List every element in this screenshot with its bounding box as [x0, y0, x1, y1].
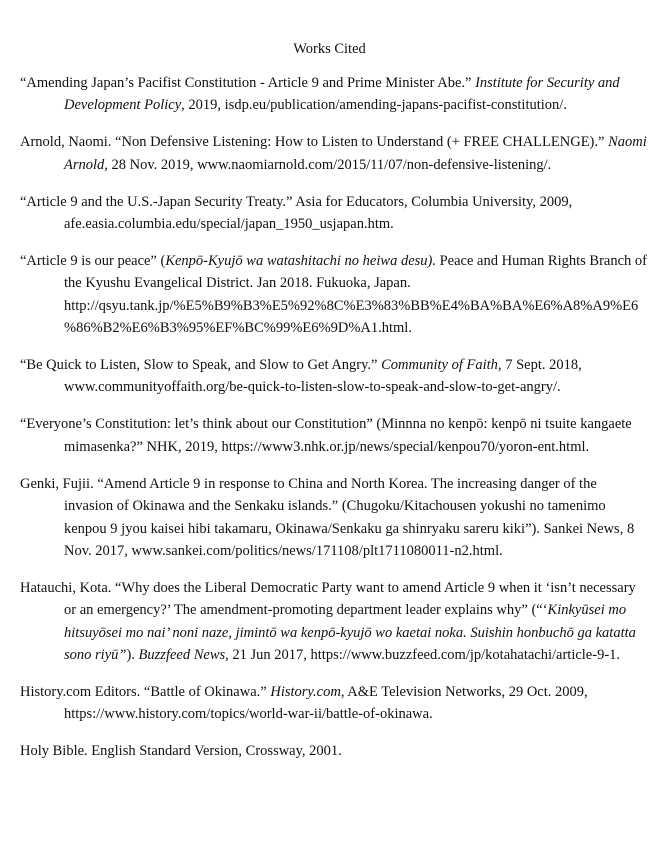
citation-entry — [20, 473, 648, 563]
citation-source-title: Kenpō-Kyujō wa watashitachi no heiwa desu). — [165, 252, 436, 269]
citation-entry — [20, 577, 648, 667]
citation-text: “Article 9 and the U.S.-Japan Security Treaty.” Asia for Educators, Columbia University, 2009, afe.easia.columbia.edu/special/japan_1950_usjapan.htm. — [20, 193, 573, 233]
citation-text: Hatauchi, Kota. “Why does the Liberal Democratic Party want to amend Article 9 when it ‘isn’t necessary or an emergency?’ The amendment-promoting department leader explains why” (“‘ — [20, 579, 636, 619]
citation-entry — [20, 250, 648, 340]
citation-text: , 2019, isdp.eu/publication/amending-japans-pacifist-constitution/. — [181, 97, 567, 114]
citation-source-title: Naomi Arnold — [64, 134, 647, 173]
citation-source-title: Kinkyūsei mo hitsuyōsei mo nai’ noni naze, jimintō wa kenpō-kyujō wo kaetai noka. Suishin honbuchō ga katatta sono riyū” — [64, 602, 636, 664]
citation-entry — [20, 681, 648, 726]
works-cited-list — [20, 72, 648, 777]
citation-text: , A&E Television Networks, 29 Oct. 2009, https://www.history.com/topics/world-war-ii/battle-of-okinawa. — [64, 683, 588, 723]
citation-entry — [20, 354, 648, 399]
citation-entry — [20, 72, 648, 117]
citation-text: , 21 Jun 2017, https://www.buzzfeed.com/jp/kotahatachi/article-9-1. — [225, 647, 621, 664]
citation-source-title: History.com — [270, 683, 341, 700]
citation-text: Genki, Fujii. “Amend Article 9 in response to China and North Korea. The increasing danger of the invasion of Okinawa and the Senkaku islands.” (Chugoku/Kitachousen yokushi no tamenimo kenpou 9 jyou kaisei hibi takamaru, Okinawa/Senkaku ga shinryaku sareru kiki”). Sankei News, 8 Nov. 2017, www.sankei.com/politics/news/171108/plt1711080011-n2.html. — [20, 475, 635, 559]
citation-source-title: Institute for Security and Development Policy — [64, 75, 620, 114]
citation-entry — [20, 131, 648, 176]
citation-entry — [20, 740, 648, 762]
citation-text: “Be Quick to Listen, Slow to Speak, and Slow to Get Angry.” — [20, 357, 382, 374]
citation-text: “Everyone’s Constitution: let’s think about our Constitution” (Minnna no kenpō: kenpō ni tsuite kangaete mimasenka?” NHK, 2019, https://www3.nhk.or.jp/news/special/kenpou70/yoron-ent.html. — [20, 416, 632, 455]
citation-text: , 28 Nov. 2019, www.naomiarnold.com/2015/11/07/non-defensive-listening/. — [104, 156, 552, 173]
citation-source-title: Community of Faith — [381, 357, 498, 374]
citation-text: History.com Editors. “Battle of Okinawa.” — [20, 683, 271, 700]
citation-source-title: Buzzfeed News — [138, 647, 226, 664]
citation-text: Holy Bible. English Standard Version, Crossway, 2001. — [20, 743, 342, 760]
citation-text: ). — [126, 647, 139, 664]
citation-text: “Article 9 is our peace” ( — [20, 252, 166, 269]
citation-text: Arnold, Naomi. “Non Defensive Listening: How to Listen to Understand (+ FREE CHALLENGE).” — [20, 134, 609, 151]
citation-text: “Amending Japan’s Pacifist Constitution - Article 9 and Prime Minister Abe.” — [20, 75, 476, 91]
citation-text: , 7 Sept. 2018, www.communityoffaith.org/be-quick-to-listen-slow-to-speak-and-slow-to-get-angry/. — [64, 357, 582, 396]
citation-entry — [20, 413, 648, 458]
citation-text: Peace and Human Rights Branch of the Kyushu Evangelical District. Jan 2018. Fukuoka, Japan. http://qsyu.tank.jp/%E5%B9%B3%E5%92%8C%E3%83%BB%E4%BA%BA%E6%A8%A9%E6%86%B2%E6%B3%95%EF%BC%99%E6%9D%A1.html. — [64, 252, 647, 337]
citation-entry — [20, 191, 648, 236]
page-title: Works Cited — [293, 41, 366, 57]
